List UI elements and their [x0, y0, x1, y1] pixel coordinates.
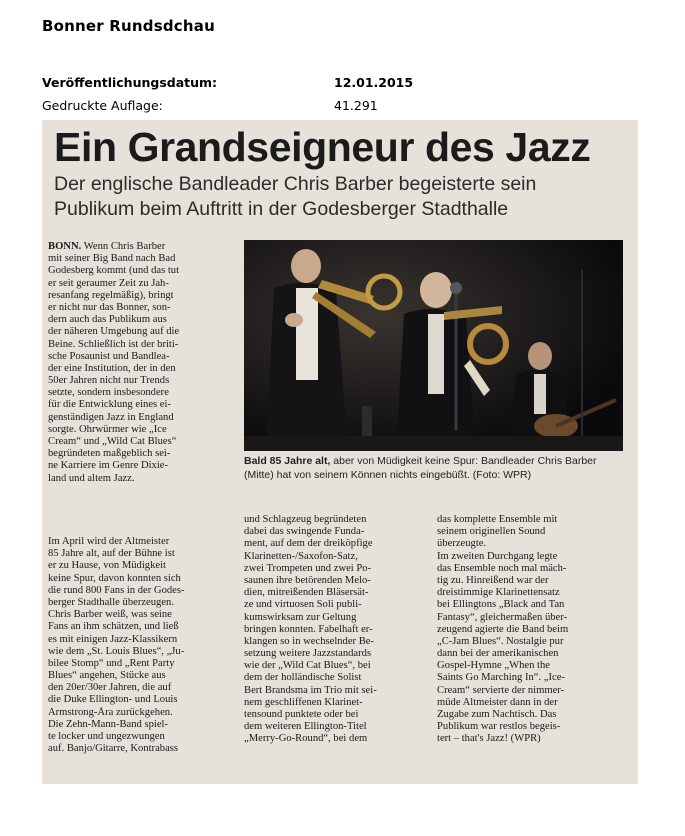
article-line: der eine Institution, der in den — [48, 362, 176, 374]
article-line: „Merry-Go-Round“, bei dem — [244, 733, 368, 745]
article-line: resanfang regelmäßig), bringt — [48, 289, 174, 301]
newspaper-clipping — [42, 120, 638, 784]
article-line: setzte, sondern insbesondere — [48, 387, 169, 399]
article-line: es mit einigen Jazz-Klassikern — [48, 633, 178, 645]
article-headline: Ein Grandseigneur des Jazz — [54, 124, 591, 170]
article-line: dabei das swingende Funda- — [244, 526, 365, 538]
article-line: begründeten maßgeblich sei- — [48, 448, 171, 460]
article-line: 85 Jahre alt, auf der Bühne ist — [48, 548, 175, 560]
article-line: zeugend agierte die Band beim — [437, 623, 569, 635]
article-line: kumswirksam zur Geltung — [244, 611, 357, 623]
article-line: Chris Barber weiß, was seine — [48, 609, 172, 621]
article-line: sche Posaunist und Bandlea- — [48, 350, 170, 362]
article-line: wie der „Wild Cat Blues“, bei — [244, 660, 371, 672]
article-column-3 — [437, 514, 625, 746]
article-line: setzung weitere Jazzstandards — [244, 648, 372, 660]
circulation-value: 41.291 — [334, 98, 378, 113]
article-line: der näheren Umgebung auf die — [48, 326, 180, 338]
article-line: ment, auf dem der dreiköpfige — [244, 538, 373, 550]
article-line: tensound punktete oder bei — [244, 709, 359, 720]
article-line: den 20er/30er Jahren, die auf — [48, 682, 172, 694]
article-line: Cream“ und „Wild Cat Blues“ — [48, 436, 177, 447]
article-line: Publikum war restlos begeis- — [437, 721, 561, 733]
article-line: tig zu. Hinreißend war der — [437, 574, 549, 586]
article-line: Klarinetten-/Saxofon-Satz, — [244, 550, 358, 562]
publication-date-value: 12.01.2015 — [334, 75, 414, 90]
article-line-text: Wenn Chris Barber — [81, 241, 166, 252]
article-line: dann bei der amerikanischen — [437, 648, 559, 660]
article-line: zwei Trompeten und zwei Po- — [244, 562, 372, 574]
article-line: das komplette Ensemble mit — [437, 514, 558, 525]
article-line: bei Ellingtons „Black and Tan — [437, 599, 565, 611]
article-line: dreistimmige Klarinettensatz — [437, 587, 560, 599]
article-column-1-bottom — [48, 536, 238, 755]
article-line: auf. Banjo/Gitarre, Kontrabass — [48, 743, 179, 755]
caption-text: aber von Müdigkeit keine Spur: Bandleader Chris Barber (Mitte) hat von seinem Können nichts eingebüßt. (Foto: WPR) — [244, 455, 597, 481]
article-line: Im April wird der Altmeister — [48, 536, 170, 547]
article-line: bringen konnten. Fabelhaft er- — [244, 623, 373, 635]
article-line: mit seiner Big Band nach Bad — [48, 253, 176, 265]
article-line: ne Karriere im Genre Dixie- — [48, 460, 169, 472]
article-column-2 — [244, 514, 432, 746]
article-subheadline — [54, 172, 634, 222]
article-line: Zugabe zum Nachtisch. Das — [437, 709, 557, 720]
article-line: tert – that's Jazz! (WPR) — [437, 733, 541, 745]
article-line — [48, 241, 238, 253]
caption-lead: Bald 85 Jahre alt, — [244, 455, 331, 467]
article-line: saunen ihre betörenden Melo- — [244, 574, 371, 586]
article-line: Die Zehn-Mann-Band spiel- — [48, 718, 169, 730]
article-line: er seit geraumer Zeit zu Jah- — [48, 277, 169, 289]
article-line: Bert Brandsma im Trio mit sei- — [244, 684, 377, 696]
article-line: Beine. Schließlich ist der briti- — [48, 338, 179, 350]
article-line: Saints Go Marching In“. „Ice- — [437, 672, 565, 684]
subheadline-line: Der englische Bandleader Chris Barber begeisterte sein — [54, 173, 537, 195]
article-line: dern auch das Publikum aus — [48, 314, 167, 326]
article-line: Fans an ihm schätzen, und ließ — [48, 621, 179, 633]
article-line: dien, mitreißenden Bläsersät- — [244, 587, 369, 599]
article-line: Blues“ angehen, Stücke aus — [48, 670, 166, 682]
article-line: wie dem „St. Louis Blues“, „Ju- — [48, 645, 185, 657]
article-line: müde Altmeister dann in der — [437, 696, 558, 708]
article-line: Armstrong-Ära zurückgehen. — [48, 706, 173, 718]
article-line: keine Spur, davon konnten sich — [48, 572, 181, 584]
article-line: nem geschliffenen Klarinet- — [244, 696, 363, 708]
dateline: BONN. — [48, 241, 82, 252]
article-line: Fantasy“, gleichermaßen über- — [437, 611, 568, 623]
article-line: klangen so in wechselnder Be- — [244, 635, 375, 647]
article-line: die rund 800 Fans in der Godes- — [48, 584, 185, 596]
photo-caption — [244, 454, 624, 482]
article-line: die Duke Ellington- und Louis — [48, 694, 178, 706]
article-line: dem weiteren Ellington-Titel — [244, 721, 367, 733]
article-line: sorgte. Ohrwürmer wie „Ice — [48, 423, 167, 435]
article-line: bilee Stomp“ und „Rent Party — [48, 657, 175, 669]
article-line: seinem originellen Sound — [437, 526, 546, 538]
article-line: ze und virtuosen Soli publi- — [244, 599, 362, 611]
article-line: genständigen Jazz in England — [48, 411, 174, 423]
article-line: für die Entwicklung eines ei- — [48, 399, 171, 411]
circulation-label: Gedruckte Auflage: — [42, 98, 163, 113]
article-line: berger Stadthalle überzeugen. — [48, 596, 174, 608]
article-line: land und altem Jazz. — [48, 472, 135, 484]
article-line: er nicht nur das Bonner, son- — [48, 301, 171, 313]
article-line: Cream“ servierte der nimmer- — [437, 684, 565, 696]
subheadline-line: Publikum beim Auftritt in der Godesberger Stadthalle — [54, 198, 509, 220]
article-column-1-top — [48, 241, 238, 485]
article-line: und Schlagzeug begründeten — [244, 514, 367, 525]
article-line: Gospel-Hymne „When the — [437, 660, 550, 672]
article-line: dem der holländische Solist — [244, 672, 362, 684]
article-line: te locker und ungezwungen — [48, 731, 165, 742]
concert-photo — [244, 240, 623, 451]
article-line: überzeugte. — [437, 538, 487, 550]
article-line: „C-Jam Blues“. Nostalgie pur — [437, 635, 564, 647]
publication-date-label: Veröffentlichungsdatum: — [42, 75, 218, 90]
article-line: 50er Jahren nicht nur Trends — [48, 375, 170, 387]
article-line: das Ensemble noch mal mäch- — [437, 562, 567, 574]
article-line: Im zweiten Durchgang legte — [437, 550, 558, 562]
article-line: er zu Hause, von Müdigkeit — [48, 560, 166, 572]
publication-name: Bonner Rundsdchau — [42, 17, 215, 35]
article-line: Godesberg kommt (und das tut — [48, 265, 180, 277]
